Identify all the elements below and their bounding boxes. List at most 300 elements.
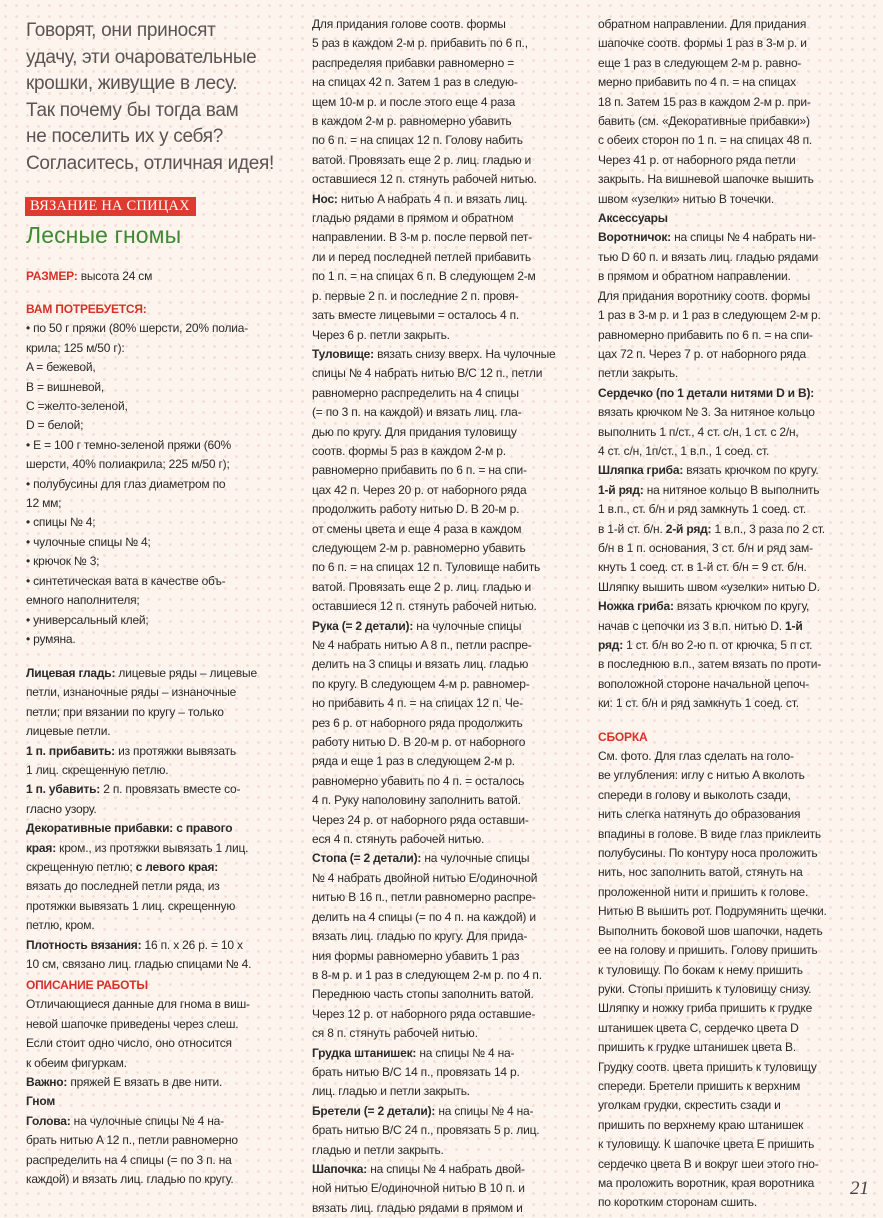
- text-run: на спицы № 4 набрать двой-: [367, 1161, 525, 1176]
- text-run: петли, изнаночные ряды – изнаночные: [26, 685, 237, 700]
- text-line: • по 50 г пряжи (80% шерсти, 20% полиа-: [26, 321, 249, 336]
- bold-term: Лицевая гладь:: [26, 666, 116, 680]
- text-line: [26, 800, 298, 819]
- text-line: [598, 170, 870, 189]
- text-line: [312, 1121, 587, 1140]
- text-run: в 8-м р. и 1 раз в следующем 2-м р. по 4 п.: [312, 967, 542, 982]
- text-run: вязать крючком № 3. За нитяное кольцо: [598, 405, 815, 420]
- text-line: [312, 403, 587, 422]
- bold-term: Аксессуары: [598, 211, 668, 226]
- text-run: но прибавить 4 п. = на спицах 12 п. Че-: [312, 696, 523, 711]
- text-run: брать нитью B/C 24 п., провязать 5 р. лиц.: [312, 1123, 540, 1138]
- text-line: [26, 936, 298, 955]
- text-line: [26, 1015, 298, 1034]
- text-line: [598, 112, 870, 131]
- text-run: равномерно прибавить по 6 п. = на спи-: [312, 463, 527, 478]
- text-line: [598, 384, 870, 403]
- text-line: [598, 539, 870, 558]
- text-run: Отличающиеся данные для гнома в виш-: [26, 997, 250, 1012]
- text-line: [312, 500, 587, 519]
- text-line: [312, 364, 587, 383]
- text-line: [312, 597, 587, 616]
- text-line: [312, 849, 587, 868]
- text-line: [312, 131, 587, 150]
- text-run: 4 ст. с/н, 1п/ст., 1 в.п., 1 соед. ст.: [598, 443, 770, 458]
- text-line: [312, 306, 587, 325]
- text-run: б/н в 1 п. основания, 3 ст. б/н и ряд зам-: [598, 540, 813, 555]
- text-line: [26, 819, 298, 838]
- text-run: № 4 набрать нитью A 8 п., петли распре-: [312, 638, 532, 652]
- text-run: ли и перед последней петлей прибавить: [312, 249, 531, 264]
- text-line: спереди. Бретели пришить к верхним: [598, 1078, 801, 1093]
- text-line: [598, 306, 870, 325]
- text-run: от смены цвета и еще 4 раза в каждом: [312, 521, 522, 536]
- text-line: [598, 228, 870, 247]
- text-run: 5 раз в каждом 2-м р. прибавить по 6 п.,: [312, 36, 528, 51]
- description-heading: ОПИСАНИЕ РАБОТЫ: [26, 978, 148, 992]
- text-line: [598, 326, 870, 345]
- text-run: соотв. формы 5 раз в каждом 2-м р.: [312, 443, 506, 458]
- bold-term: края:: [26, 840, 57, 855]
- text-run: 16 п. х 26 р. = 10 х: [141, 937, 243, 952]
- text-line: [312, 151, 587, 170]
- intro-line: Говорят, они приносят: [26, 20, 216, 41]
- text-line: [26, 877, 298, 896]
- text-run: следующем 2-м р. равномерно убавить: [312, 540, 526, 555]
- text-run: невой шапочке приведены через слеш.: [26, 1016, 239, 1031]
- text-run: по 6 п. = на спицах 12 п. Голову набить: [312, 133, 523, 148]
- bold-term: 1-й ряд:: [598, 482, 644, 497]
- text-line: к туловищу. К шапочке цвета E пришить: [598, 1137, 815, 1152]
- intro-line: крошки, живущие в лесу.: [26, 73, 238, 94]
- materials-list: [26, 319, 298, 649]
- text-run: тью D 60 п. и вязать лиц. гладью рядами: [598, 249, 819, 264]
- text-line: [312, 578, 587, 597]
- bold-term: Важно:: [26, 1075, 68, 1090]
- text-run: продолжить работу нитью D. В 20-м р.: [312, 502, 520, 517]
- text-run: лиц. гладью и петли закрыть.: [312, 1084, 470, 1099]
- text-line: [598, 636, 870, 655]
- text-run: закрыть. На вишневой шапочке вышить: [598, 172, 814, 187]
- text-line: [598, 578, 870, 597]
- text-line: к туловищу. По бокам к нему пришить: [598, 962, 803, 977]
- text-line: [598, 675, 870, 694]
- text-line: [312, 1141, 587, 1160]
- text-line: [312, 655, 587, 674]
- text-run: в каждом 2-м р. равномерно убавить: [312, 114, 512, 129]
- text-line: [598, 209, 870, 228]
- bold-term: Сердечко (по 1 детали нитями D и B):: [598, 385, 815, 400]
- text-run: оставшиеся 12 п. стянуть рабочей нитью.: [312, 172, 537, 187]
- text-line: емного наполнителя;: [26, 593, 140, 608]
- bold-term: Декоративные прибавки: с правого: [26, 821, 233, 836]
- intro-text: [26, 18, 296, 177]
- text-line: нить, нос заполнить ватой, стянуть на: [598, 865, 803, 880]
- text-line: сердечко цвета B и вокруг шеи этого гно-: [598, 1156, 819, 1171]
- text-line: штанишек цвета C, сердечко цвета D: [598, 1020, 799, 1035]
- text-line: полубусины. По контуру носа проложить: [598, 846, 818, 861]
- text-line: по коротким сторонам сшить.: [598, 1195, 757, 1210]
- bold-term: Плотность вязания:: [26, 937, 142, 952]
- text-line: [26, 1170, 298, 1189]
- bold-term: Ножка гриба:: [598, 599, 674, 614]
- text-run: ся 8 п. стянуть рабочей нитью.: [312, 1026, 478, 1041]
- text-line: [598, 694, 870, 713]
- text-run: вязать крючком по кругу,: [673, 599, 810, 614]
- text-run: нитью B 16 п., петли равномерно распре-: [312, 890, 536, 905]
- text-line: [26, 703, 298, 722]
- text-line: проложенной нити и пришить к голове.: [598, 884, 809, 899]
- text-line: [26, 1092, 298, 1111]
- text-line: [312, 1044, 587, 1063]
- bold-term: Шляпка гриба:: [598, 463, 684, 478]
- bold-term: Нос:: [312, 191, 338, 206]
- text-line: Выполнить боковой шов шапочки, надеть: [598, 923, 823, 938]
- bold-term: Стопа (= 2 детали):: [312, 851, 422, 866]
- text-run: Шляпку вышить швом «узелки» нитью D.: [598, 579, 820, 594]
- text-run: 2 п. провязать вместе со-: [100, 782, 241, 797]
- text-line: [312, 1005, 587, 1024]
- text-line: [598, 500, 870, 519]
- text-run: с обеих сторон по 1 п. = на спицах 48 п.: [598, 133, 813, 148]
- text-line: [312, 209, 587, 228]
- text-line: [312, 15, 587, 34]
- text-run: вязать до последней петли ряда, из: [26, 879, 220, 894]
- text-line: ве углубления: иглу с нитью A вколоть: [598, 768, 805, 783]
- text-line: [312, 947, 587, 966]
- text-run: (= по 3 п. на каждой) и вязать лиц. гла-: [312, 405, 522, 420]
- text-line: ма проложить воротник, края воротника: [598, 1175, 815, 1190]
- bold-term: Голова:: [26, 1113, 71, 1128]
- text-line: [26, 995, 298, 1014]
- text-line: впадины в голове. В виде глаз приклеить: [598, 826, 821, 841]
- text-line: • полубусины для глаз диаметром по: [26, 476, 226, 491]
- bold-term: 2-й ряд:: [665, 521, 712, 536]
- text-run: 1 в.п., ст. б/н и ряд замкнуть 1 соед. ст.: [598, 502, 807, 517]
- intro-line: удачу, эти очаровательные: [26, 46, 257, 68]
- text-line: • универсальный клей;: [26, 612, 149, 627]
- text-line: [598, 423, 870, 442]
- text-line: ее на голову и пришить. Голову пришить: [598, 943, 818, 958]
- text-run: из протяжки вывязать: [114, 743, 236, 758]
- text-line: [312, 772, 587, 791]
- text-line: [598, 345, 870, 364]
- text-run: 4 п. Руку наполовину заполнить ватой.: [312, 793, 521, 808]
- text-line: [312, 345, 587, 364]
- text-line: [26, 1112, 298, 1131]
- text-run: в последнюю в.п., затем вязать по проти-: [598, 657, 822, 672]
- text-line: [26, 1151, 298, 1170]
- text-line: Грудку соотв. цвета пришить к туловищу: [598, 1059, 817, 1074]
- text-run: на спицы № 4 набрать ни-: [670, 230, 816, 245]
- bold-term: Бретели (= 2 детали):: [312, 1103, 436, 1118]
- text-line: [598, 364, 870, 383]
- text-line: [312, 985, 587, 1004]
- text-run: 10 см, связано лиц. гладью спицами № 4.: [26, 957, 252, 972]
- text-line: [26, 780, 298, 799]
- text-run: бавить (см. «Декоративные прибавки»): [598, 114, 810, 129]
- text-line: [312, 791, 587, 810]
- text-line: [598, 54, 870, 73]
- text-line: [312, 481, 587, 500]
- text-run: начав с цепочки из 3 в.п. нитью D.: [598, 618, 786, 633]
- text-line: [26, 1131, 298, 1150]
- text-line: [26, 897, 298, 916]
- text-run: петлю, кром.: [26, 918, 95, 933]
- text-line: [26, 916, 298, 935]
- page-title: Лесные гномы: [26, 222, 182, 248]
- text-run: № 4 набрать двойной нитью E/одиночной: [312, 870, 538, 885]
- text-run: гладью рядами в прямом и обратном: [312, 211, 514, 226]
- text-run: на спицах 42 п. Затем 1 раз в следую-: [312, 75, 518, 90]
- text-line: [26, 664, 298, 683]
- text-run: брать нитью B/C 14 п., провязать 14 р.: [312, 1064, 520, 1079]
- size-label: РАЗМЕР:: [26, 269, 78, 283]
- text-line: [312, 423, 587, 442]
- text-line: [598, 442, 870, 461]
- text-run: брать нитью A 12 п., петли равномерно: [26, 1133, 238, 1148]
- text-line: [312, 54, 587, 73]
- text-line: [312, 1102, 587, 1121]
- text-line: [598, 597, 870, 616]
- text-line: [312, 73, 587, 92]
- text-run: Для придания голове соотв. формы: [312, 17, 506, 31]
- bold-term: Рука (= 2 детали):: [312, 618, 414, 633]
- text-run: оставшиеся 12 п. стянуть рабочей нитью.: [312, 599, 537, 614]
- text-line: [312, 675, 587, 694]
- text-run: цах 72 п. Через 7 р. от наборного ряда: [598, 346, 806, 361]
- text-line: [312, 888, 587, 907]
- text-run: ряда и еще 1 раз в следующем 2-м р.: [312, 754, 515, 769]
- text-run: распределить на 4 спицы (= по 3 п. на: [26, 1152, 232, 1167]
- text-run: пряжей E вязать в две нити.: [67, 1075, 223, 1090]
- bold-term: 1 п. убавить:: [26, 782, 101, 797]
- column-3: [598, 15, 870, 1213]
- text-line: [26, 683, 298, 702]
- text-line: [26, 1054, 298, 1073]
- text-run: гладью и петли закрыть.: [312, 1142, 444, 1157]
- description-block: [26, 976, 298, 1189]
- text-run: протяжки вывязать 1 лиц. скрещенную: [26, 898, 236, 913]
- text-line: • E = 100 г темно-зеленой пряжи (60%: [26, 437, 231, 452]
- text-line: [312, 34, 587, 53]
- text-line: [312, 1082, 587, 1101]
- text-line: [312, 558, 587, 577]
- text-line: [598, 655, 870, 674]
- materials-heading: ВАМ ПОТРЕБУЕТСЯ:: [26, 302, 147, 316]
- bold-term: Шапочка:: [312, 1161, 368, 1176]
- text-run: вязать снизу вверх. На чулочные: [373, 346, 556, 361]
- text-run: на чулочные спицы № 4 на-: [70, 1113, 224, 1128]
- bold-term: Гном: [26, 1094, 56, 1109]
- text-run: ватой. Провязать еще 2 р. лиц. гладью и: [312, 579, 532, 594]
- text-run: по 6 п. = на спицах 12 п. Туловище набить: [312, 560, 541, 575]
- text-run: Переднюю часть стопы заполнить ватой.: [312, 987, 534, 1002]
- text-run: воположной стороне начальной цепоч-: [598, 676, 810, 691]
- text-line: [312, 384, 587, 403]
- text-run: р. первые 2 п. и последние 2 п. провя-: [312, 288, 519, 303]
- text-line: [26, 839, 298, 858]
- text-line: [312, 694, 587, 713]
- text-run: еся 4 п. стянуть рабочей нитью.: [312, 832, 485, 847]
- text-line: [312, 442, 587, 461]
- text-run: равномерно убавить по 4 п. = осталось: [312, 773, 525, 788]
- text-run: распределяя прибавки равномерно =: [312, 55, 515, 70]
- text-run: равномерно прибавить по 6 п. = на спи-: [598, 327, 813, 342]
- text-line: [26, 742, 298, 761]
- text-line: [312, 1024, 587, 1043]
- text-line: [598, 461, 870, 480]
- text-line: уголкам грудки, скрестить сзади и: [598, 1098, 781, 1113]
- text-line: [26, 761, 298, 780]
- text-line: [598, 267, 870, 286]
- text-line: [26, 1073, 298, 1092]
- text-run: ния формы равномерно убавить 1 раз: [312, 948, 520, 963]
- text-run: лицевые ряды – лицевые: [115, 666, 257, 680]
- text-run: ной нитью E/одиночной нитью B 10 п. и: [312, 1181, 525, 1196]
- text-run: обратном направлении. Для придания: [598, 17, 807, 31]
- text-line: [26, 722, 298, 741]
- text-run: на нитяное кольцо B выполнить: [643, 482, 820, 497]
- text-run: делить на 4 спицы (= по 4 п. на каждой) и: [312, 909, 536, 924]
- description-text: [26, 995, 298, 1189]
- text-line: [312, 752, 587, 771]
- text-line: [312, 461, 587, 480]
- text-run: 1 в.п., 3 раза по 2 ст.: [711, 521, 825, 536]
- text-line: • крючок № 3;: [26, 554, 100, 569]
- text-line: [312, 1063, 587, 1082]
- text-line: [312, 1199, 587, 1218]
- text-line: [598, 617, 870, 636]
- text-run: равномерно распределить на 4 спицы: [312, 385, 519, 400]
- text-run: дью по кругу. Для придания туловищу: [312, 424, 517, 439]
- section-banner: ВЯЗАНИЕ НА СПИЦАХ: [25, 197, 196, 216]
- size-line: [26, 267, 298, 286]
- text-run: 1 лиц. скрещенную петлю.: [26, 763, 169, 778]
- intro-line: Так почему бы тогда вам: [26, 99, 239, 121]
- text-line: [598, 93, 870, 112]
- text-line: [312, 170, 587, 189]
- bold-term: Туловище:: [312, 346, 374, 361]
- text-run: щем 10-м р. и после этого еще 4 раза: [312, 94, 516, 109]
- text-run: вязать крючком по кругу.: [683, 463, 819, 478]
- text-line: [312, 811, 587, 830]
- text-line: [312, 93, 587, 112]
- text-run: по кругу. В следующем 4-м р. равномер-: [312, 676, 530, 691]
- text-run: на спицы № 4 на-: [435, 1103, 534, 1118]
- text-run: кром., из протяжки вывязать 1 лиц.: [56, 840, 249, 855]
- text-line: пришить к грудке штанишек цвета B.: [598, 1040, 796, 1055]
- text-line: [26, 955, 298, 974]
- text-run: каждой) и вязать лиц. гладью по кругу.: [26, 1172, 234, 1187]
- text-line: C =желто-зеленой,: [26, 399, 128, 414]
- text-run: мерно прибавить по 4 п. = на спицах: [598, 75, 796, 90]
- bold-term: 1-й: [785, 618, 803, 633]
- text-run: Через 12 р. от наборного ряда оставшие-: [312, 1006, 536, 1021]
- text-line: [598, 73, 870, 92]
- text-run: петли закрыть.: [598, 366, 679, 381]
- column-2-text: [312, 15, 587, 1218]
- text-line: [598, 131, 870, 150]
- text-line: [312, 1160, 587, 1179]
- assembly-text: [598, 747, 870, 1213]
- text-run: гласно узору.: [26, 801, 97, 816]
- text-line: • чулочные спицы № 4;: [26, 534, 151, 549]
- text-line: [312, 733, 587, 752]
- text-run: вязать лиц. гладью по кругу. Для прида-: [312, 929, 528, 944]
- text-run: в 1-й ст. б/н.: [598, 521, 666, 536]
- bold-term: Воротничок:: [598, 230, 671, 245]
- bold-term: Грудка штанишек:: [312, 1045, 417, 1060]
- text-line: [312, 520, 587, 539]
- intro-line: Согласитесь, отличная идея!: [26, 152, 274, 174]
- text-run: к обеим фигуркам.: [26, 1055, 127, 1070]
- text-run: направлении. В 3-м р. после первой пет-: [312, 230, 533, 245]
- text-run: 1 ст. б/н во 2-ю п. от крючка, 5 п ст.: [623, 638, 813, 652]
- text-line: [598, 558, 870, 577]
- text-line: [312, 248, 587, 267]
- text-run: работу нитью D. В 20-м р. от наборного: [312, 735, 526, 750]
- text-run: петли; при вязании по кругу – только: [26, 704, 224, 719]
- text-run: еще 1 раз в следующем 2-м р. равно-: [598, 55, 802, 70]
- text-run: 18 п. Затем 15 раз в каждом 2-м р. при-: [598, 94, 811, 109]
- text-line: [598, 403, 870, 422]
- text-run: цах 42 п. Через 20 р. от наборного ряда: [312, 482, 527, 497]
- size-value: высота 24 см: [77, 269, 153, 283]
- text-run: нитью A набрать 4 п. и вязать лиц.: [337, 191, 528, 206]
- text-run: лицевые петли.: [26, 724, 111, 739]
- text-run: шапочке соотв. формы 1 раз в 3-м р. и: [598, 36, 807, 51]
- bold-term: 1 п. прибавить:: [26, 743, 115, 758]
- text-line: [598, 151, 870, 170]
- text-line: шерсти, 40% полиакрила; 225 м/50 г);: [26, 457, 230, 472]
- text-run: швом «узелки» нитью B точечки.: [598, 191, 774, 206]
- text-line: 12 мм;: [26, 496, 62, 511]
- text-line: [312, 1179, 587, 1198]
- text-line: D = белой;: [26, 418, 84, 433]
- text-line: [312, 190, 587, 209]
- bold-term: ряд:: [598, 638, 623, 652]
- text-line: крила; 125 м/50 г):: [26, 340, 125, 355]
- text-line: [598, 248, 870, 267]
- text-run: Через 24 р. от наборного ряда оставши-: [312, 812, 529, 827]
- text-line: руки. Стопы пришить к туловищу снизу.: [598, 981, 812, 996]
- text-run: по 1 п. = на спицах 6 п. В следующем 2-м: [312, 269, 536, 284]
- text-line: [598, 34, 870, 53]
- text-line: [26, 1034, 298, 1053]
- text-line: См. фото. Для глаз сделать на голо-: [598, 749, 794, 764]
- text-line: [312, 908, 587, 927]
- text-line: [598, 481, 870, 500]
- text-run: кнуть 1 соед. ст. в 1-й ст. б/н = 9 ст. б/н.: [598, 560, 807, 575]
- text-line: [312, 287, 587, 306]
- text-run: Через 41 р. от наборного ряда петли: [598, 152, 796, 167]
- text-run: Если стоит одно число, оно относится: [26, 1036, 232, 1051]
- text-run: вязать лиц. гладью рядами в прямом и: [312, 1200, 523, 1215]
- text-line: [312, 228, 587, 247]
- text-line: [312, 112, 587, 131]
- text-run: на чулочные спицы: [421, 851, 530, 866]
- text-line: [312, 636, 587, 655]
- text-run: спицы № 4 набрать нитью B/C 12 п., петли: [312, 366, 543, 381]
- text-line: [598, 287, 870, 306]
- text-line: нить слегка натянуть до образования: [598, 807, 801, 822]
- text-line: • спицы № 4;: [26, 515, 96, 530]
- text-line: [312, 714, 587, 733]
- text-line: [312, 326, 587, 345]
- text-line: [598, 15, 870, 34]
- materials-block: [26, 300, 298, 649]
